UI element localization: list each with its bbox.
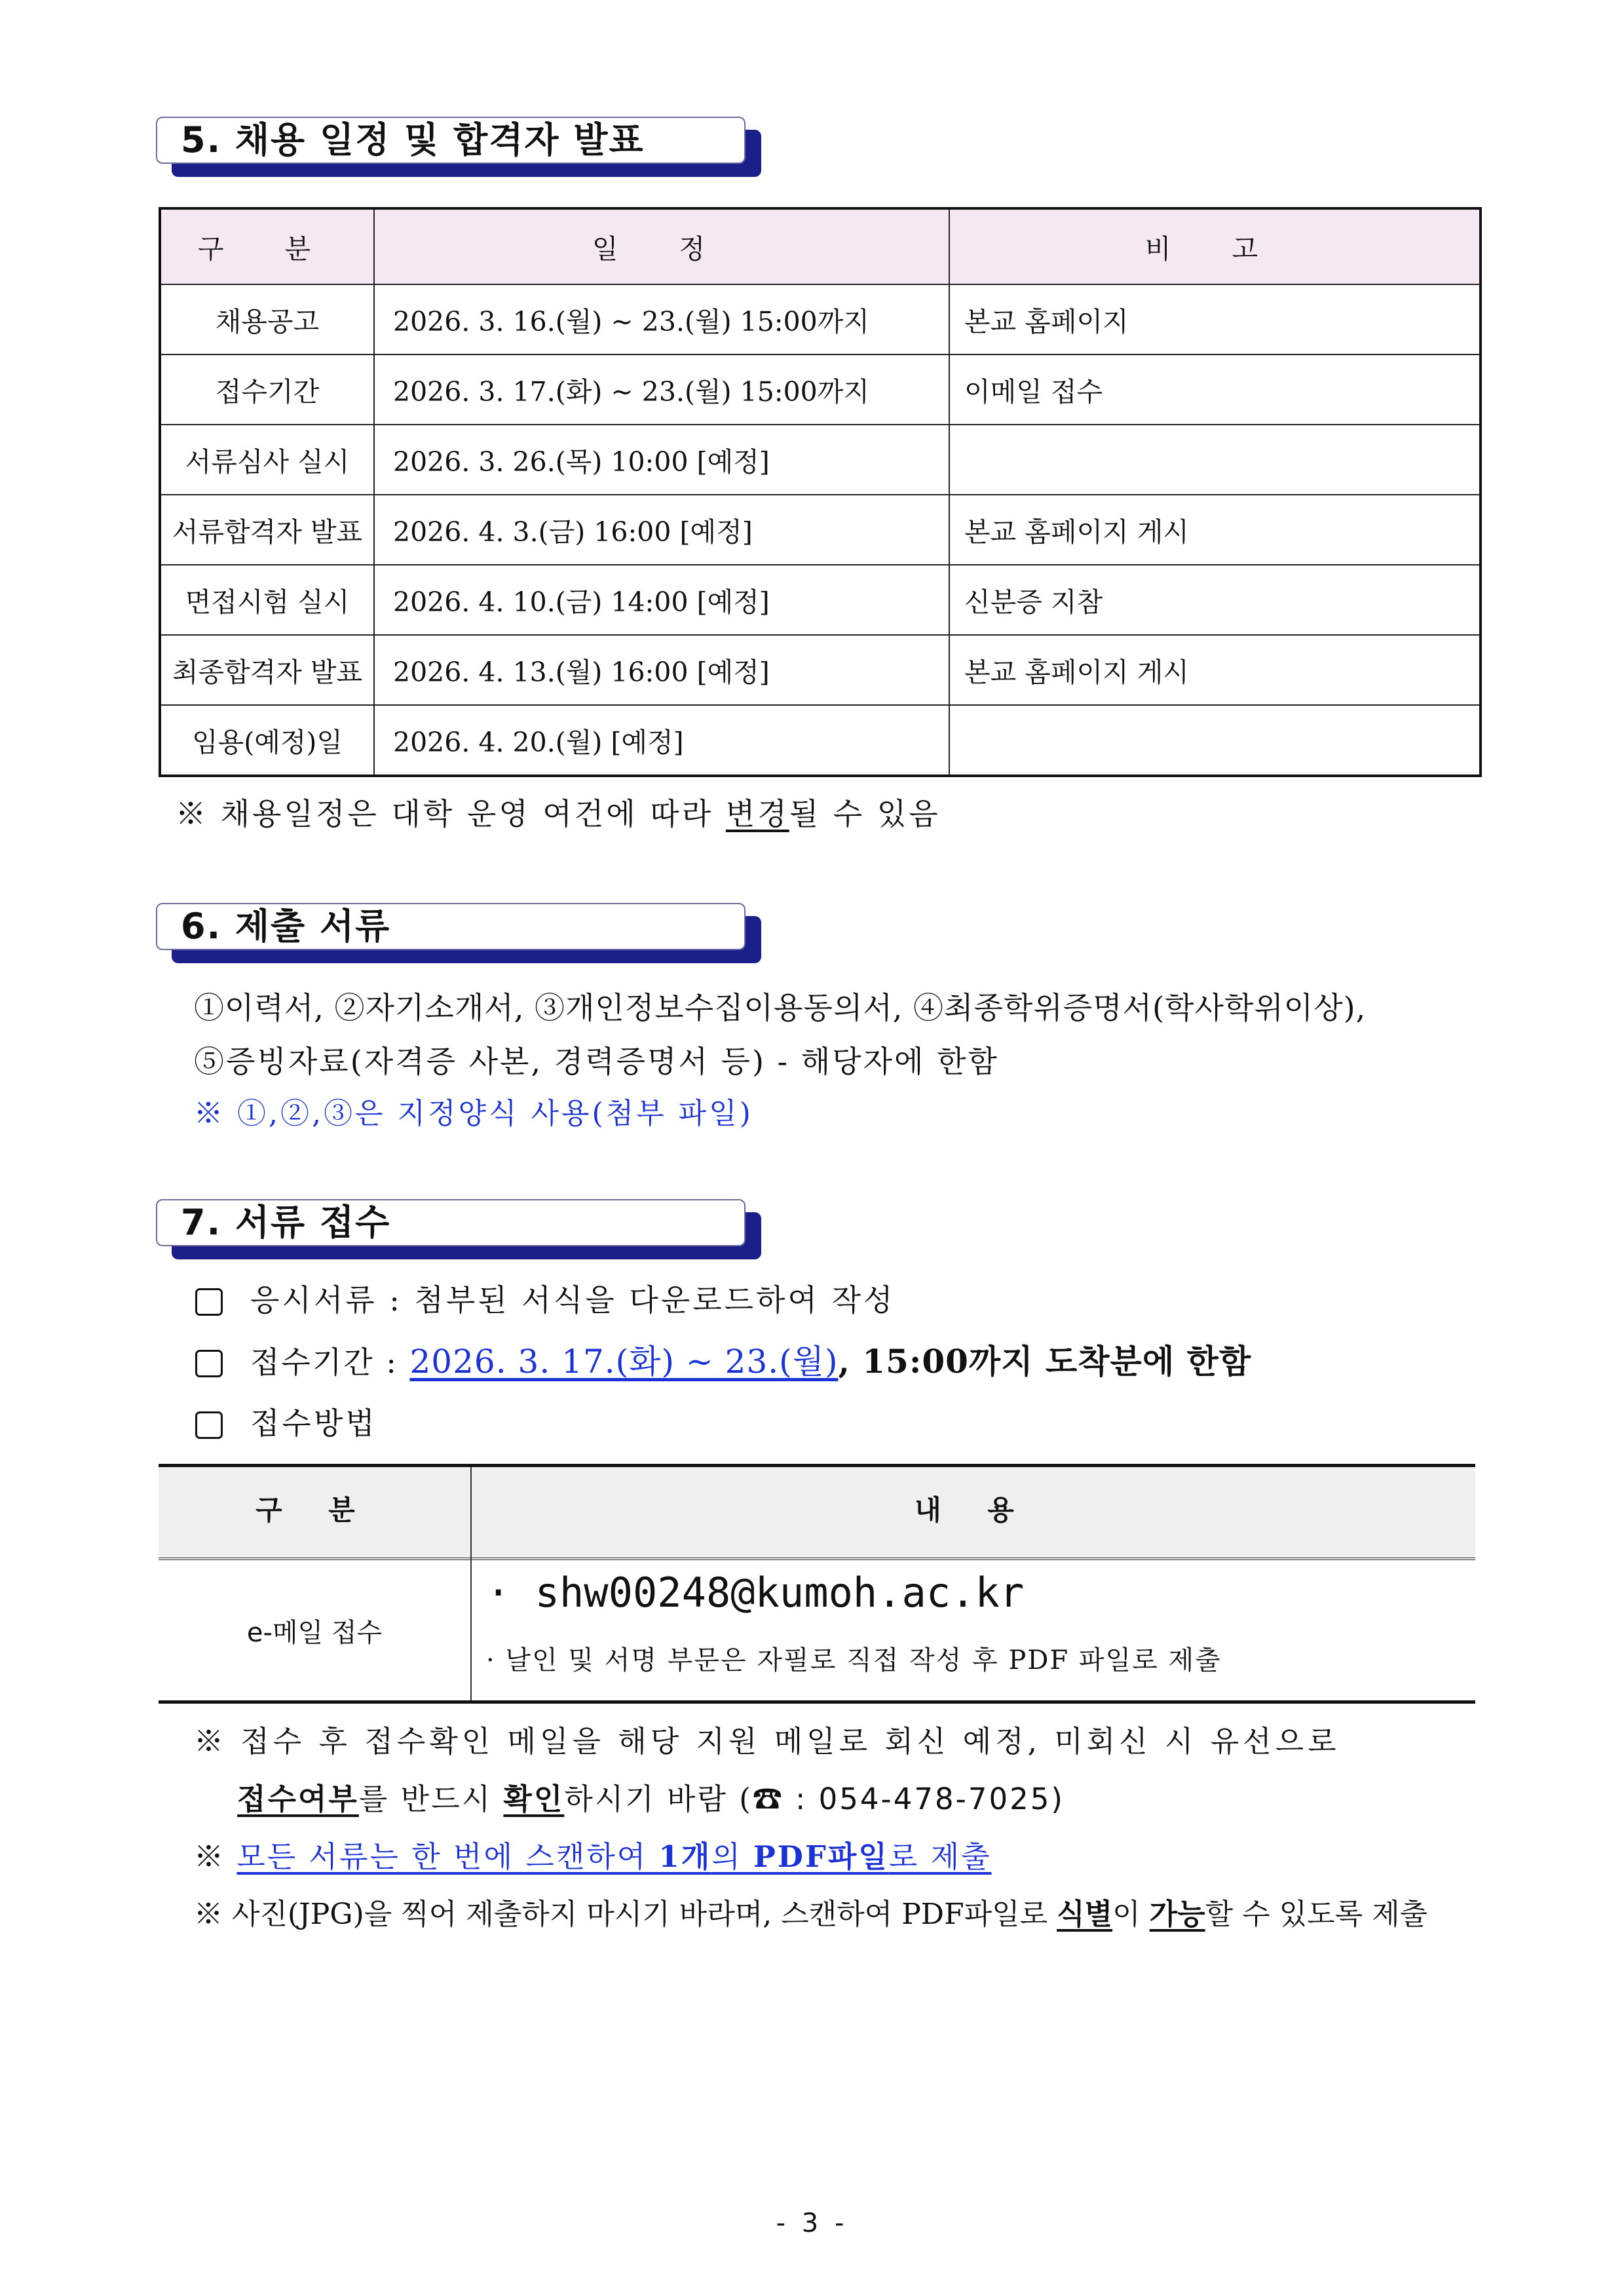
schedule-note [176,794,941,833]
note-text: 하시기 바람 ( [564,1782,753,1816]
row-schedule: 2026. 4. 3.(금) 16:00 [예정] [374,495,949,565]
note-confirmation-1: ※ 접수 후 접수확인 메일을 해당 지원 메일로 회신 예정, 미회신 시 유선으로 [194,1724,1340,1759]
header-category: 구 분 [255,1494,373,1526]
row-note: 이메일 접수 [949,354,1481,425]
header-content: 내 용 [915,1494,1032,1526]
table-row [160,565,1481,635]
table-row [160,425,1481,495]
table-row [160,284,1481,354]
row-item: 서류심사 실시 [160,425,374,495]
note-confirmation-2 [237,1780,1065,1819]
row-schedule: 2026. 3. 17.(화) ~ 23.(월) 15:00까지 [374,354,949,425]
period-dates: 2026. 3. 17.(화) ~ 23.(월) [409,1343,839,1381]
note-text: 를 반드시 [358,1782,504,1816]
note-single-pdf [194,1837,992,1877]
note-text: 될 수 있음 [789,796,941,832]
table-row [160,495,1481,565]
section-6-title: 6. 제출 서류 [181,906,391,947]
table-row [160,635,1481,705]
row-item: 서류합격자 발표 [160,495,374,565]
note-mark: ※ [194,1839,237,1874]
section-7-header [156,1199,761,1259]
documents-line-1: ①이력서, ②자기소개서, ③개인정보수집이용동의서, ④최종학위증명서(학사학위이상), [194,990,1367,1025]
note-underlined: 변경 [725,796,789,832]
row-note [949,705,1481,776]
table-header-row [160,208,1481,284]
note-text: 할 수 있도록 제출 [1205,1898,1428,1931]
note-blue-text: 모든 서류는 한 번에 스캔하여 [236,1839,659,1874]
phone-number: : 054-478-7025) [784,1782,1065,1816]
note-blue-text: 로 제출 [888,1839,992,1874]
underlined-text: 가능 [1149,1898,1205,1931]
note-text: 이 [1112,1898,1150,1931]
schedule-table [159,207,1482,777]
row-schedule: 2026. 3. 26.(목) 10:00 [예정] [374,425,949,495]
row-schedule: 2026. 3. 16.(월) ~ 23.(월) 15:00까지 [374,284,949,354]
row-note: 본교 홈페이지 게시 [949,495,1481,565]
note-text: ※ 채용일정은 대학 운영 여건에 따라 [176,796,726,832]
row-item: 임용(예정)일 [160,705,374,776]
period-rest: , 15:00까지 도착분에 한함 [838,1342,1252,1381]
underlined-text: 식별 [1057,1898,1113,1931]
header-schedule: 일 정 [374,208,949,284]
row-note [949,425,1481,495]
underlined-text: 확인 [503,1782,565,1816]
method-label: e-메일 접수 [246,1618,383,1648]
row-item: 최종합격자 발표 [160,635,374,705]
underlined-text: 접수여부 [237,1782,359,1816]
row-schedule: 2026. 4. 13.(월) 16:00 [예정] [374,635,949,705]
row-schedule: 2026. 4. 10.(금) 14:00 [예정] [374,565,949,635]
note-scan-pdf [194,1895,1427,1934]
row-item: 채용공고 [160,284,374,354]
submission-item-period [250,1342,1251,1382]
header-category: 구 분 [160,208,374,284]
checkbox-icon [195,1288,223,1316]
row-item: 면접시험 실시 [160,565,374,635]
header-remarks: 비 고 [949,208,1481,284]
table-row [160,354,1481,425]
documents-line-2: ⑤증빙자료(자격증 사본, 경력증명서 등) - 해당자에 한함 [194,1044,999,1079]
page-number: - 3 - [776,2208,848,2238]
row-note: 본교 홈페이지 [949,284,1481,354]
submission-item-method: 접수방법 [250,1406,377,1441]
note-text: ※ 사진(JPG)을 찍어 제출하지 마시기 바라며, 스캔하여 PDF파일로 [194,1898,1057,1931]
row-note: 신분증 지참 [949,565,1481,635]
checkbox-icon [195,1350,223,1377]
note-blue-bold: PDF파일 [753,1839,889,1874]
section-6-header [156,903,761,963]
section-7-title: 7. 서류 접수 [181,1202,391,1243]
checkbox-icon [195,1411,223,1439]
documents-note: ※ ①,②,③은 지정양식 사용(첨부 파일) [194,1097,753,1130]
section-5-header [156,117,761,177]
table-row [160,705,1481,776]
section-5-title: 5. 채용 일정 및 합격자 발표 [181,119,645,161]
email-detail: · 날인 및 서명 부문은 자필로 직접 작성 후 PDF 파일로 제출 [486,1645,1222,1675]
row-schedule: 2026. 4. 20.(월) [예정] [374,705,949,776]
period-label: 접수기간 : [250,1345,398,1380]
note-blue-text: 의 [711,1839,754,1874]
submission-item-forms: 응시서류 : 첨부된 서식을 다운로드하여 작성 [250,1282,896,1318]
email-address[interactable]: · shw00248@kumoh.ac.kr [486,1569,1025,1617]
note-blue-bold: 1개 [658,1839,712,1874]
phone-icon: ☎ [752,1782,784,1816]
row-note: 본교 홈페이지 게시 [949,635,1481,705]
row-item: 접수기간 [160,354,374,425]
